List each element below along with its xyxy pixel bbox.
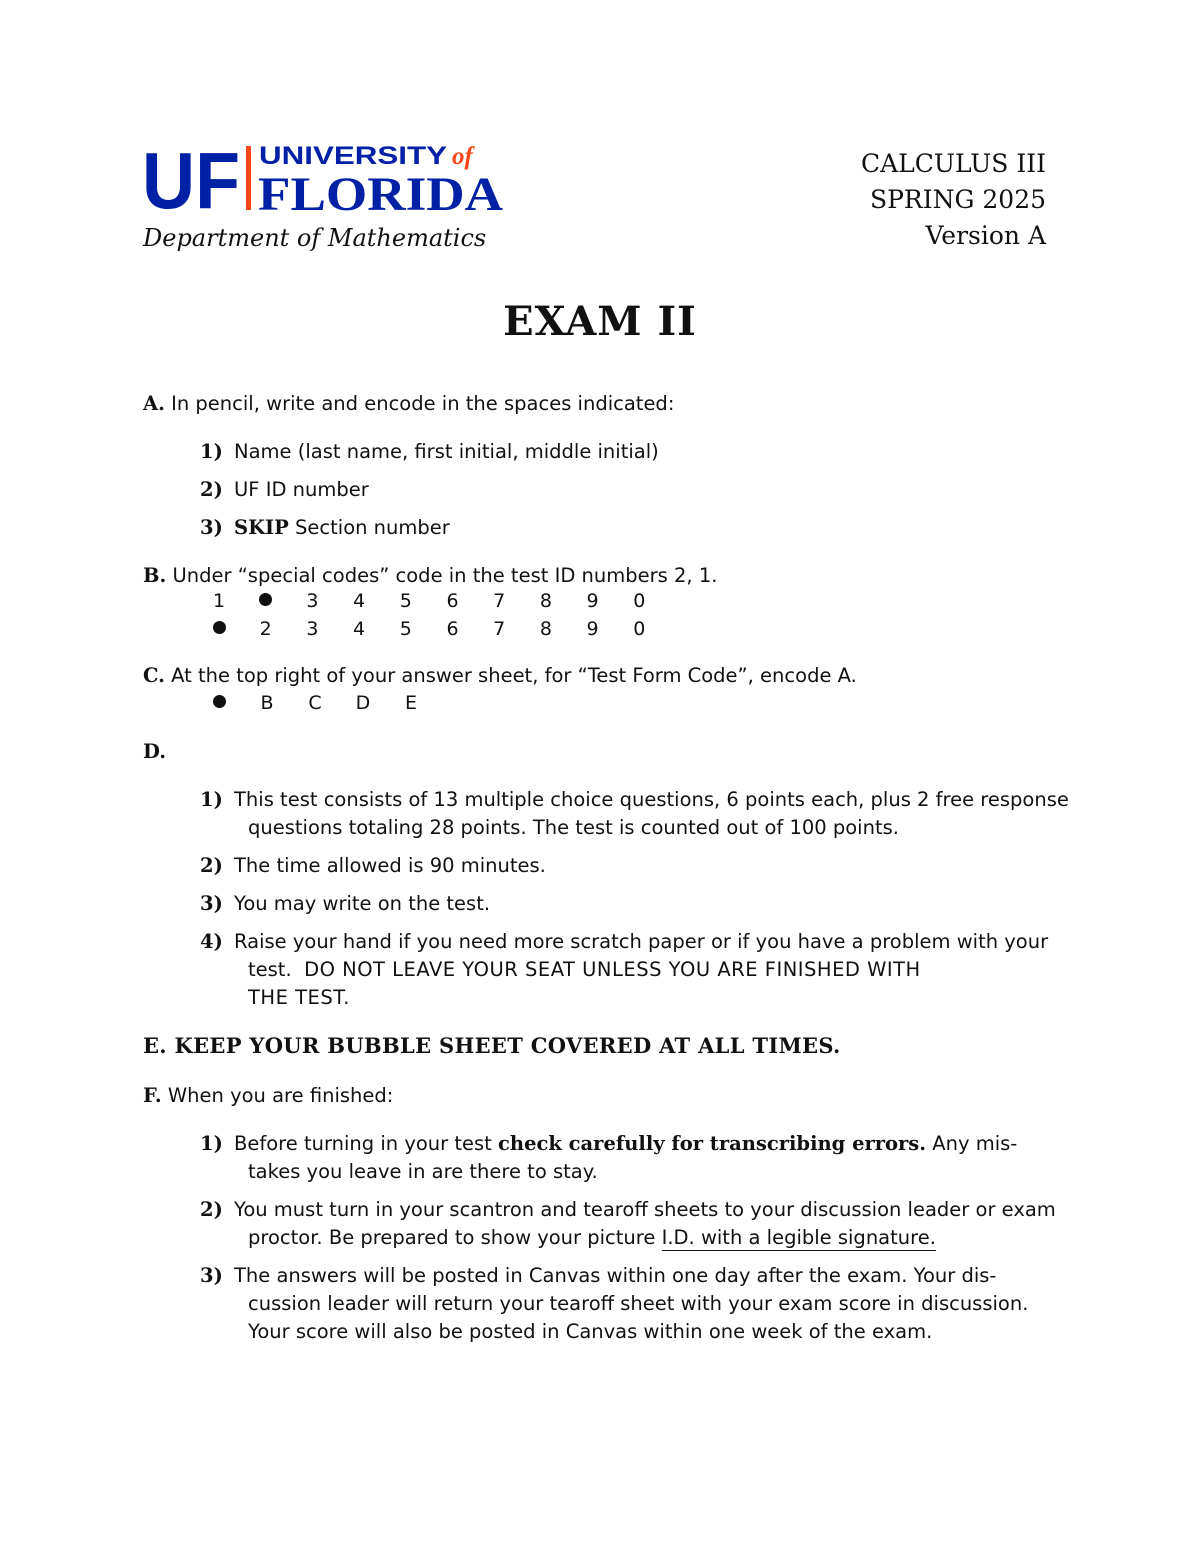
section-a-item	[200, 440, 659, 463]
section-d-item-1	[200, 788, 1069, 811]
bubble-option: B	[260, 692, 274, 714]
section-b-label: B.	[143, 564, 167, 587]
item-text: Any mis-	[932, 1132, 1018, 1155]
section-d-label: D.	[143, 740, 167, 763]
bubble-option: 3	[306, 618, 319, 640]
section-d-heading	[143, 740, 166, 763]
section-d-item-4	[200, 930, 1048, 953]
warning-text: DO NOT LEAVE YOUR SEAT UNLESS YOU ARE FINISHED WITH	[304, 958, 921, 981]
item-number: 1)	[200, 788, 223, 811]
logo-of-text: of	[452, 143, 473, 170]
section-b-heading	[143, 564, 717, 587]
filled-bubble-icon	[209, 692, 229, 714]
item-text: Before turning in your test	[234, 1132, 492, 1155]
section-c-label: C.	[143, 664, 165, 687]
logo-divider	[246, 146, 251, 210]
bubble-option: 8	[539, 618, 552, 640]
item-number: 1)	[200, 440, 223, 463]
bubble-option: 9	[586, 590, 599, 612]
logo-uf-text: UF	[142, 142, 240, 214]
page-title: EXAM II	[503, 298, 697, 345]
bubble-option: 6	[446, 590, 459, 612]
bubble-option: 2	[259, 618, 272, 640]
course-info	[861, 146, 1046, 254]
bubble-option: 5	[399, 618, 412, 640]
logo-florida-text: FLORIDA	[258, 168, 504, 214]
bubble-option: 9	[586, 618, 599, 640]
section-f-item-2	[200, 1198, 1056, 1221]
section-b-text: Under “special codes” code in the test ID numbers 2, 1.	[172, 564, 718, 587]
item-bold-text: SKIP	[234, 516, 289, 539]
item-number: 3)	[200, 892, 223, 915]
exam-version: Version A	[925, 221, 1046, 250]
section-f-item-3-cont: cussion leader will return your tearoff sheet with your exam score in discussion.	[248, 1292, 1029, 1315]
bubble-option: 0	[633, 590, 646, 612]
item-number: 3)	[200, 516, 223, 539]
item-text: Name (last name, first initial, middle initial)	[234, 440, 659, 463]
section-f-item-3	[200, 1264, 996, 1287]
section-f-item-2-cont	[248, 1226, 936, 1249]
item-text: The answers will be posted in Canvas within one day after the exam. Your dis-	[234, 1264, 997, 1287]
section-a-text: In pencil, write and encode in the spaces indicated:	[171, 392, 675, 415]
form-code-row	[0, 692, 500, 718]
item-text: Section number	[295, 516, 450, 539]
bubble-option: 6	[446, 618, 459, 640]
section-c-text: At the top right of your answer sheet, for “Test Form Code”, encode A.	[171, 664, 857, 687]
section-d-item-1-cont: questions totaling 28 points. The test is counted out of 100 points.	[248, 816, 899, 839]
section-f-item-1-cont: takes you leave in are there to stay.	[248, 1160, 598, 1183]
item-number: 4)	[200, 930, 223, 953]
item-text: test.	[248, 958, 292, 981]
bubble-option: D	[355, 692, 371, 714]
uf-logo	[142, 142, 504, 214]
item-text: Raise your hand if you need more scratch paper or if you have a problem with your	[234, 930, 1049, 953]
section-a-label: A.	[143, 392, 165, 415]
item-text: proctor. Be prepared to show your picture	[248, 1226, 656, 1249]
filled-bubble-icon	[209, 618, 229, 640]
section-f-label: F.	[143, 1084, 162, 1107]
section-a-heading	[143, 392, 674, 415]
section-f-heading	[143, 1084, 393, 1107]
section-d-item-3	[200, 892, 490, 915]
item-text: You must turn in your scantron and tearoff sheets to your discussion leader or exam	[234, 1198, 1056, 1221]
bubble-option: 3	[306, 590, 319, 612]
bubble-option: 0	[633, 618, 646, 640]
course-term: SPRING 2025	[869, 185, 1046, 214]
section-d-item-4-cont	[248, 958, 921, 981]
item-number: 1)	[200, 1132, 223, 1155]
section-f-item-1	[200, 1132, 1017, 1155]
logo-university-text: UNIVERSITY	[259, 142, 448, 170]
section-a-item	[200, 516, 450, 539]
section-d-item-2	[200, 854, 546, 877]
item-number: 2)	[200, 478, 223, 501]
filled-bubble-icon	[256, 590, 276, 612]
bubble-option: 5	[399, 590, 412, 612]
item-text: This test consists of 13 multiple choice questions, 6 points each, plus 2 free response	[234, 788, 1069, 811]
section-e-heading	[143, 1033, 841, 1058]
bubble-option: C	[308, 692, 322, 714]
bubble-option: 4	[353, 618, 366, 640]
section-f-item-3-cont2: Your score will also be posted in Canvas within one week of the exam.	[248, 1320, 933, 1343]
item-bold-text: check carefully for transcribing errors.	[498, 1132, 927, 1155]
underlined-text: I.D. with a legible signature.	[661, 1226, 936, 1249]
bubble-option: E	[404, 692, 417, 714]
item-number: 2)	[200, 1198, 223, 1221]
department-name: Department of Mathematics	[143, 224, 487, 252]
test-id-row-1	[0, 590, 700, 616]
test-id-row-2	[0, 618, 700, 644]
bubble-option: 4	[353, 590, 366, 612]
bubble-option: 1	[212, 590, 226, 612]
course-name: CALCULUS III	[861, 149, 1046, 178]
section-c-heading	[143, 664, 857, 687]
section-e-text: KEEP YOUR BUBBLE SHEET COVERED AT ALL TIMES.	[174, 1033, 841, 1058]
section-f-text: When you are finished:	[167, 1084, 394, 1107]
bubble-option: 7	[493, 618, 506, 640]
item-number: 3)	[200, 1264, 223, 1287]
item-text: UF ID number	[234, 478, 369, 501]
item-text: The time allowed is 90 minutes.	[234, 854, 546, 877]
item-text: You may write on the test.	[234, 892, 491, 915]
item-number: 2)	[200, 854, 223, 877]
bubble-option: 7	[493, 590, 506, 612]
bubble-option: 8	[539, 590, 552, 612]
section-a-item	[200, 478, 369, 501]
section-e-label: E.	[143, 1033, 167, 1058]
section-d-item-4-cont2: THE TEST.	[248, 986, 350, 1009]
